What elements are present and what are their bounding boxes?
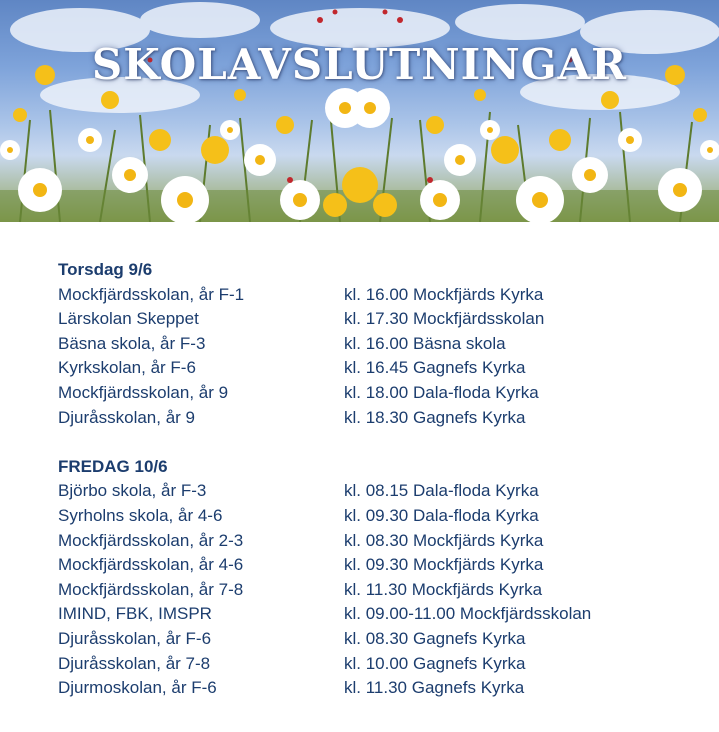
schedule-row bbox=[58, 627, 698, 652]
time-location: kl. 09.00-11.00 Mockfjärdsskolan bbox=[344, 604, 592, 624]
schedule-row bbox=[58, 652, 698, 677]
time-location: kl. 08.15 Dala-floda Kyrka bbox=[344, 481, 539, 501]
day-heading-thursday: Torsdag 9/6 bbox=[58, 260, 153, 279]
school-name: Mockfjärdsskolan, år 4-6 bbox=[58, 555, 244, 575]
school-name: Mockfjärdsskolan, år 2-3 bbox=[58, 530, 244, 550]
schedule bbox=[58, 258, 698, 701]
school-name: Lärskolan Skeppet bbox=[58, 309, 199, 329]
time-location: kl. 10.00 Gagnefs Kyrka bbox=[344, 653, 526, 673]
schedule-row bbox=[58, 676, 698, 701]
spacer bbox=[58, 430, 698, 455]
schedule-row bbox=[58, 356, 698, 381]
time-location: kl. 18.00 Dala-floda Kyrka bbox=[344, 382, 539, 402]
time-location: kl. 08.30 Gagnefs Kyrka bbox=[344, 628, 526, 648]
time-location: kl. 08.30 Mockfjärds Kyrka bbox=[344, 530, 544, 550]
schedule-row bbox=[58, 553, 698, 578]
schedule-row bbox=[58, 307, 698, 332]
school-name: Mockfjärdsskolan, år F-1 bbox=[58, 284, 245, 304]
time-location: kl. 16.00 Bäsna skola bbox=[344, 333, 506, 353]
time-location: kl. 09.30 Mockfjärds Kyrka bbox=[344, 555, 544, 575]
schedule-row bbox=[58, 504, 698, 529]
time-location: kl. 11.30 Mockfjärds Kyrka bbox=[344, 579, 543, 599]
schedule-row bbox=[58, 332, 698, 357]
time-location: kl. 16.00 Mockfjärds Kyrka bbox=[344, 284, 544, 304]
school-name: Mockfjärdsskolan, år 9 bbox=[58, 382, 229, 402]
time-location: kl. 09.30 Dala-floda Kyrka bbox=[344, 505, 539, 525]
schedule-row bbox=[58, 602, 698, 627]
meadow-illustration bbox=[0, 0, 719, 222]
school-name: Djuråsskolan, år F-6 bbox=[58, 628, 212, 648]
schedule-row bbox=[58, 381, 698, 406]
time-location: kl. 16.45 Gagnefs Kyrka bbox=[344, 358, 526, 378]
school-name: Djurmoskolan, år F-6 bbox=[58, 678, 217, 698]
time-location: kl. 11.30 Gagnefs Kyrka bbox=[344, 678, 525, 698]
time-location: kl. 18.30 Gagnefs Kyrka bbox=[344, 407, 526, 427]
schedule-row bbox=[58, 283, 698, 308]
schedule-row bbox=[58, 578, 698, 603]
school-name: IMIND, FBK, IMSPR bbox=[58, 604, 212, 624]
school-name: Kyrkskolan, år F-6 bbox=[58, 358, 196, 378]
schedule-row bbox=[58, 529, 698, 554]
school-name: Björbo skola, år F-3 bbox=[58, 481, 207, 501]
schedule-row bbox=[58, 479, 698, 504]
school-name: Djuråsskolan, år 7-8 bbox=[58, 653, 211, 673]
school-name: Mockfjärdsskolan, år 7-8 bbox=[58, 579, 244, 599]
school-name: Syrholns skola, år 4-6 bbox=[58, 505, 223, 525]
school-name: Bäsna skola, år F-3 bbox=[58, 333, 206, 353]
school-name: Djuråsskolan, år 9 bbox=[58, 407, 196, 427]
day-heading-friday: FREDAG 10/6 bbox=[58, 456, 168, 476]
schedule-row bbox=[58, 406, 698, 431]
page-title: SKOLAVSLUTNINGAR bbox=[91, 40, 628, 89]
flower-banner bbox=[0, 0, 719, 222]
time-location: kl. 17.30 Mockfjärdsskolan bbox=[344, 309, 545, 329]
